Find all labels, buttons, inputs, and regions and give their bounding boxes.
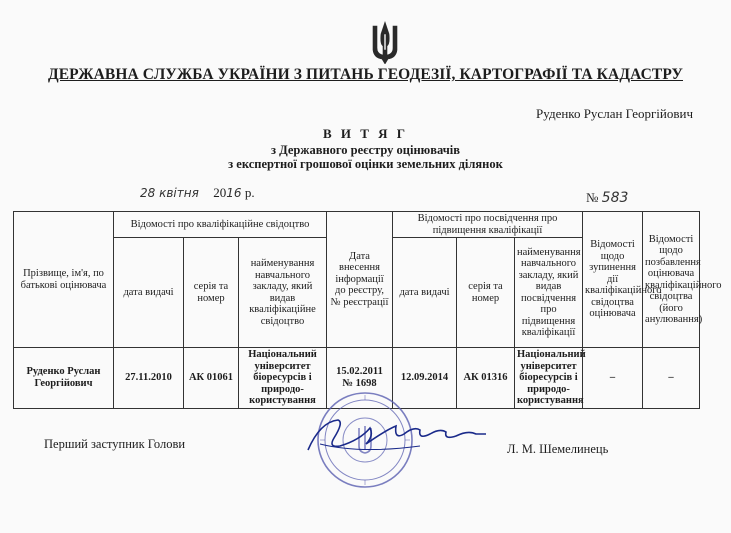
cell-issue-date: 27.11.2010	[114, 348, 184, 409]
recipient-name: Руденко Руслан Георгійович	[536, 106, 693, 121]
date-handwritten: 28 квітня	[140, 186, 199, 200]
signer-name: Л. М. Шемелинець	[507, 442, 609, 456]
cell-revocation: –	[643, 348, 700, 409]
header-name: Прізвище, ім'я, по батькові оцінювача	[14, 212, 114, 348]
number-handwritten: 583	[601, 190, 629, 206]
coat-of-arms-icon	[370, 20, 400, 64]
header-upgrade-group: Відомості про посвідчення про підвищення кваліфікації	[393, 212, 583, 238]
header-registry-date: Дата внесення інформації до реєстру, № реєстрації	[327, 212, 393, 348]
date-year-handwritten: 16	[226, 186, 242, 200]
cell-name: Руденко Руслан Георгійович	[14, 348, 114, 409]
header-upgrade-series: серія та номер	[457, 238, 515, 348]
date-suffix: р.	[244, 185, 255, 200]
document-subtitle	[0, 143, 731, 171]
document-date	[140, 185, 255, 201]
header-upgrade-institution: найменування навчального закладу, який видав посвідчення про підвищення кваліфікації	[515, 238, 583, 348]
header-series-number: серія та номер	[184, 238, 239, 348]
date-year-prefix: 20	[213, 185, 227, 200]
header-suspension: Відомості щодо зупинення дії кваліфікаційного свідоцтва оцінювача	[583, 212, 643, 348]
cell-upgrade-issue-date: 12.09.2014	[393, 348, 457, 409]
signer-title: Перший заступник Голови	[44, 437, 186, 451]
document-number	[586, 190, 628, 206]
registry-table	[13, 211, 722, 409]
number-prefix: №	[586, 190, 599, 205]
signature	[300, 410, 490, 460]
cell-registry-date: 15.02.2011	[336, 366, 383, 378]
header-revocation: Відомості щодо позбавлення оцінювача кваліфікаційного свідоцтва (його анулювання)	[643, 212, 700, 348]
cell-upgrade-series: АК 01316	[457, 348, 515, 409]
header-institution: найменування навчального закладу, який видав кваліфікаційне свідоцтво	[239, 238, 327, 348]
subtitle-line-2: з експертної грошової оцінки земельних ділянок	[228, 157, 503, 171]
cell-upgrade-institution: Національний університет біоресурсів і природо-користування	[515, 348, 583, 409]
cell-institution: Національний університет біоресурсів і природо-користування	[239, 348, 327, 409]
header-issue-date: дата видачі	[114, 238, 184, 348]
cell-registry-number: № 1698	[342, 377, 377, 389]
header-qual-group: Відомості про кваліфікаційне свідоцтво	[114, 212, 327, 238]
cell-series-number: АК 01061	[184, 348, 239, 409]
agency-title: ДЕРЖАВНА СЛУЖБА УКРАЇНИ З ПИТАНЬ ГЕОДЕЗІЇ, КАРТОГРАФІЇ ТА КАДАСТРУ	[47, 66, 683, 83]
document-title: В И Т Я Г	[322, 126, 409, 141]
header-upgrade-issue-date: дата видачі	[393, 238, 457, 348]
subtitle-line-1: з Державного реєстру оцінювачів	[270, 143, 460, 157]
cell-suspension: –	[583, 348, 643, 409]
